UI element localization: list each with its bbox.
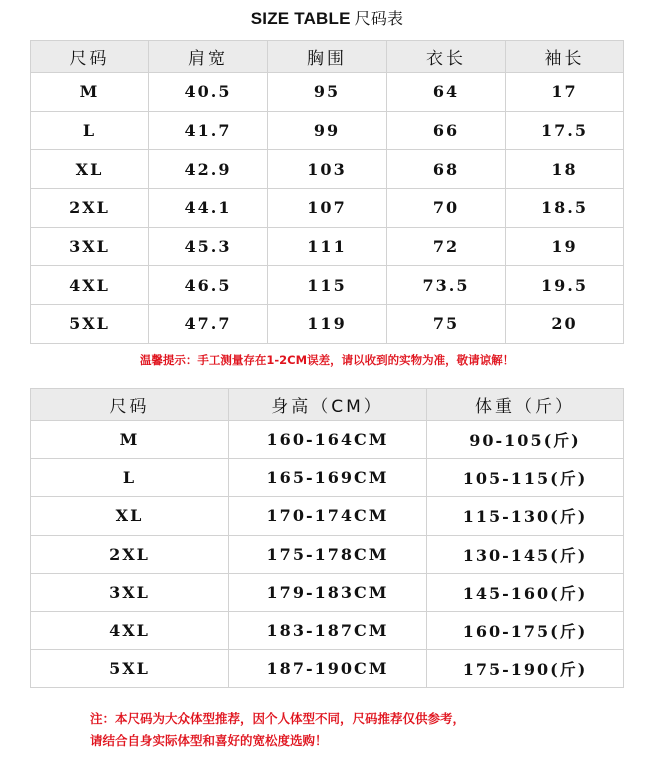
height-weight-table bbox=[30, 388, 624, 688]
cell-size: M bbox=[31, 73, 149, 112]
table-header-row bbox=[31, 389, 624, 421]
cell-shoulder: 41.7 bbox=[149, 111, 268, 150]
cell-length: 75 bbox=[387, 305, 506, 344]
cell-length: 72 bbox=[387, 227, 506, 266]
table-row bbox=[31, 111, 624, 150]
cell-length: 68 bbox=[387, 150, 506, 189]
title-cn: 尺码表 bbox=[354, 9, 404, 28]
table-row bbox=[31, 73, 624, 112]
cell-size: 2XL bbox=[31, 535, 229, 573]
cell-chest: 107 bbox=[268, 189, 387, 228]
measurement-note: 温馨提示：手工测量存在1-2CM误差，请以收到的实物为准，敬请谅解！ bbox=[139, 353, 515, 367]
page-title bbox=[0, 6, 654, 29]
cell-shoulder: 46.5 bbox=[149, 266, 268, 305]
header-size: 尺码 bbox=[31, 389, 229, 421]
cell-height: 160-164CM bbox=[229, 421, 427, 459]
header-height: 身高（CM） bbox=[229, 389, 427, 421]
cell-weight: 115-130(斤) bbox=[427, 497, 624, 535]
cell-size: 3XL bbox=[31, 227, 149, 266]
header-length: 衣长 bbox=[387, 41, 506, 73]
cell-shoulder: 45.3 bbox=[149, 227, 268, 266]
header-sleeve: 袖长 bbox=[506, 41, 624, 73]
cell-chest: 115 bbox=[268, 266, 387, 305]
cell-length: 73.5 bbox=[387, 266, 506, 305]
cell-shoulder: 44.1 bbox=[149, 189, 268, 228]
cell-height: 179-183CM bbox=[229, 573, 427, 611]
table-row bbox=[31, 497, 624, 535]
cell-sleeve: 18 bbox=[506, 150, 624, 189]
cell-size: 4XL bbox=[31, 266, 149, 305]
cell-size: M bbox=[31, 421, 229, 459]
cell-chest: 103 bbox=[268, 150, 387, 189]
cell-weight: 90-105(斤) bbox=[427, 421, 624, 459]
table-row bbox=[31, 305, 624, 344]
table-row bbox=[31, 189, 624, 228]
cell-sleeve: 17.5 bbox=[506, 111, 624, 150]
cell-sleeve: 19.5 bbox=[506, 266, 624, 305]
cell-size: L bbox=[31, 111, 149, 150]
cell-height: 170-174CM bbox=[229, 497, 427, 535]
cell-height: 187-190CM bbox=[229, 650, 427, 688]
table-row bbox=[31, 421, 624, 459]
cell-size: 5XL bbox=[31, 305, 149, 344]
cell-size: 4XL bbox=[31, 611, 229, 649]
cell-weight: 130-145(斤) bbox=[427, 535, 624, 573]
table-row bbox=[31, 611, 624, 649]
cell-size: 5XL bbox=[31, 650, 229, 688]
header-size: 尺码 bbox=[31, 41, 149, 73]
cell-size: XL bbox=[31, 497, 229, 535]
table-header-row bbox=[31, 41, 624, 73]
table-row bbox=[31, 459, 624, 497]
cell-weight: 145-160(斤) bbox=[427, 573, 624, 611]
cell-chest: 119 bbox=[268, 305, 387, 344]
cell-size: 2XL bbox=[31, 189, 149, 228]
cell-height: 183-187CM bbox=[229, 611, 427, 649]
table-row bbox=[31, 650, 624, 688]
table-row bbox=[31, 266, 624, 305]
table-row bbox=[31, 227, 624, 266]
cell-length: 66 bbox=[387, 111, 506, 150]
cell-length: 70 bbox=[387, 189, 506, 228]
cell-sleeve: 20 bbox=[506, 305, 624, 344]
cell-sleeve: 18.5 bbox=[506, 189, 624, 228]
title-main: SIZE TABLE bbox=[250, 9, 351, 28]
cell-length: 64 bbox=[387, 73, 506, 112]
cell-sleeve: 19 bbox=[506, 227, 624, 266]
cell-size: 3XL bbox=[31, 573, 229, 611]
garment-size-table bbox=[30, 40, 624, 344]
cell-shoulder: 47.7 bbox=[149, 305, 268, 344]
cell-height: 175-178CM bbox=[229, 535, 427, 573]
header-shoulder: 肩宽 bbox=[149, 41, 268, 73]
cell-size: XL bbox=[31, 150, 149, 189]
note-line-2: 请结合自身实际体型和喜好的宽松度选购！ bbox=[90, 733, 328, 748]
cell-chest: 99 bbox=[268, 111, 387, 150]
header-weight: 体重（斤） bbox=[427, 389, 624, 421]
cell-height: 165-169CM bbox=[229, 459, 427, 497]
table-row bbox=[31, 573, 624, 611]
table-row bbox=[31, 535, 624, 573]
cell-shoulder: 40.5 bbox=[149, 73, 268, 112]
note-line-1: 注：本尺码为大众体型推荐，因个人体型不同，尺码推荐仅供参考， bbox=[90, 711, 466, 726]
header-chest: 胸围 bbox=[268, 41, 387, 73]
cell-chest: 111 bbox=[268, 227, 387, 266]
cell-sleeve: 17 bbox=[506, 73, 624, 112]
cell-shoulder: 42.9 bbox=[149, 150, 268, 189]
cell-chest: 95 bbox=[268, 73, 387, 112]
cell-weight: 160-175(斤) bbox=[427, 611, 624, 649]
cell-weight: 105-115(斤) bbox=[427, 459, 624, 497]
size-recommendation-note bbox=[90, 708, 590, 752]
table-row bbox=[31, 150, 624, 189]
cell-weight: 175-190(斤) bbox=[427, 650, 624, 688]
cell-size: L bbox=[31, 459, 229, 497]
